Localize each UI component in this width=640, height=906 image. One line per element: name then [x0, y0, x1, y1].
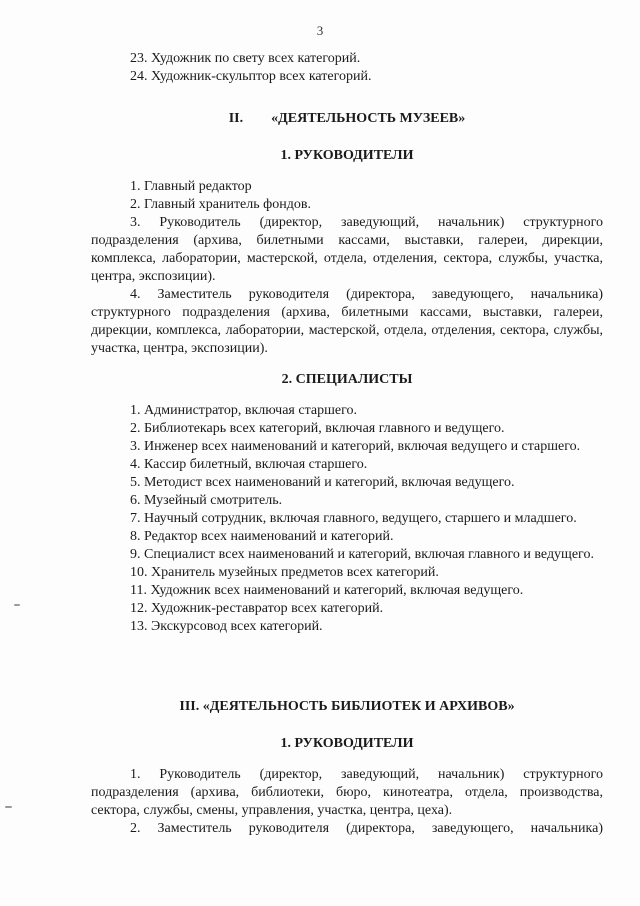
list-item: 3. Инженер всех наименований и категорий, включая ведущего и старшего.: [130, 439, 581, 454]
subsection-heading-heads: 1. РУКОВОДИТЕЛИ: [280, 148, 414, 163]
list-item: 8. Редактор всех наименований и категорий.: [130, 529, 394, 544]
list-item: 11. Художник всех наименований и категорий, включая ведущего.: [130, 583, 524, 598]
list-item: 1. Главный редактор: [130, 179, 252, 194]
list-item: 12. Художник-реставратор всех категорий.: [130, 601, 384, 616]
scan-speck: [5, 806, 12, 808]
list-item: 2. Заместитель руководителя (директора, заведующего, начальника): [130, 821, 603, 836]
list-item: 9. Специалист всех наименований и категорий, включая главного и ведущего.: [130, 547, 594, 562]
section-heading-museums: [91, 110, 603, 128]
list-item: 10. Хранитель музейных предметов всех категорий.: [130, 565, 439, 580]
subsection-heading-specialists: 2. СПЕЦИАЛИСТЫ: [281, 372, 413, 387]
section-roman-numeral: II.: [228, 111, 244, 126]
library-heads-list: [91, 766, 603, 838]
list-item: 23. Художник по свету всех категорий.: [130, 51, 361, 66]
list-item: 2. Главный хранитель фондов.: [130, 197, 311, 212]
museum-heads-list: [91, 178, 603, 358]
list-item: 3. Руководитель (директор, заведующий, начальник) структурного подразделения (архива, билетными кассами, выставки, галереи, дирекции, комплекса, лаборатории, мастерской, отдела, отделения, сектора, службы, участка, центра, экспозиции).: [91, 215, 603, 284]
list-item: 1. Администратор, включая старшего.: [130, 403, 357, 418]
list-item: 4. Заместитель руководителя (директора, заведующего, начальника) структурного подразделения (архива, билетными кассами, выставки, галереи, дирекции, комплекса, лаборатории, мастерской, отдела, отделения, сектора, службы, участка, центра, экспозиции).: [91, 287, 603, 356]
museum-specialists-list: [91, 402, 603, 636]
list-item: 7. Научный сотрудник, включая главного, ведущего, старшего и младшего.: [130, 511, 577, 526]
subsection-heading-heads: 1. РУКОВОДИТЕЛИ: [280, 736, 414, 751]
list-item: 4. Кассир билетный, включая старшего.: [130, 457, 368, 472]
page-number: 3: [316, 23, 324, 38]
list-item: 1. Руководитель (директор, заведующий, начальник) структурного подразделения (архива, библиотеки, бюро, кинотеатра, отдела, производства, сектора, службы, смены, управления, участка, центра, цеха).: [91, 767, 603, 818]
list-item: 5. Методист всех наименований и категорий, включая ведущего.: [130, 475, 515, 490]
section-title: «ДЕЯТЕЛЬНОСТЬ МУЗЕЕВ»: [271, 111, 466, 126]
scan-speck: [14, 604, 20, 606]
list-item: 2. Библиотекарь всех категорий, включая главного и ведущего.: [130, 421, 505, 436]
section-heading-libraries-archives: III. «ДЕЯТЕЛЬНОСТЬ БИБЛИОТЕК И АРХИВОВ»: [179, 699, 515, 714]
list-item: 24. Художник-скульптор всех категорий.: [130, 69, 372, 84]
list-item: 6. Музейный смотритель.: [130, 493, 283, 508]
continued-list: [91, 50, 603, 86]
list-item: 13. Экскурсовод всех категорий.: [130, 619, 323, 634]
